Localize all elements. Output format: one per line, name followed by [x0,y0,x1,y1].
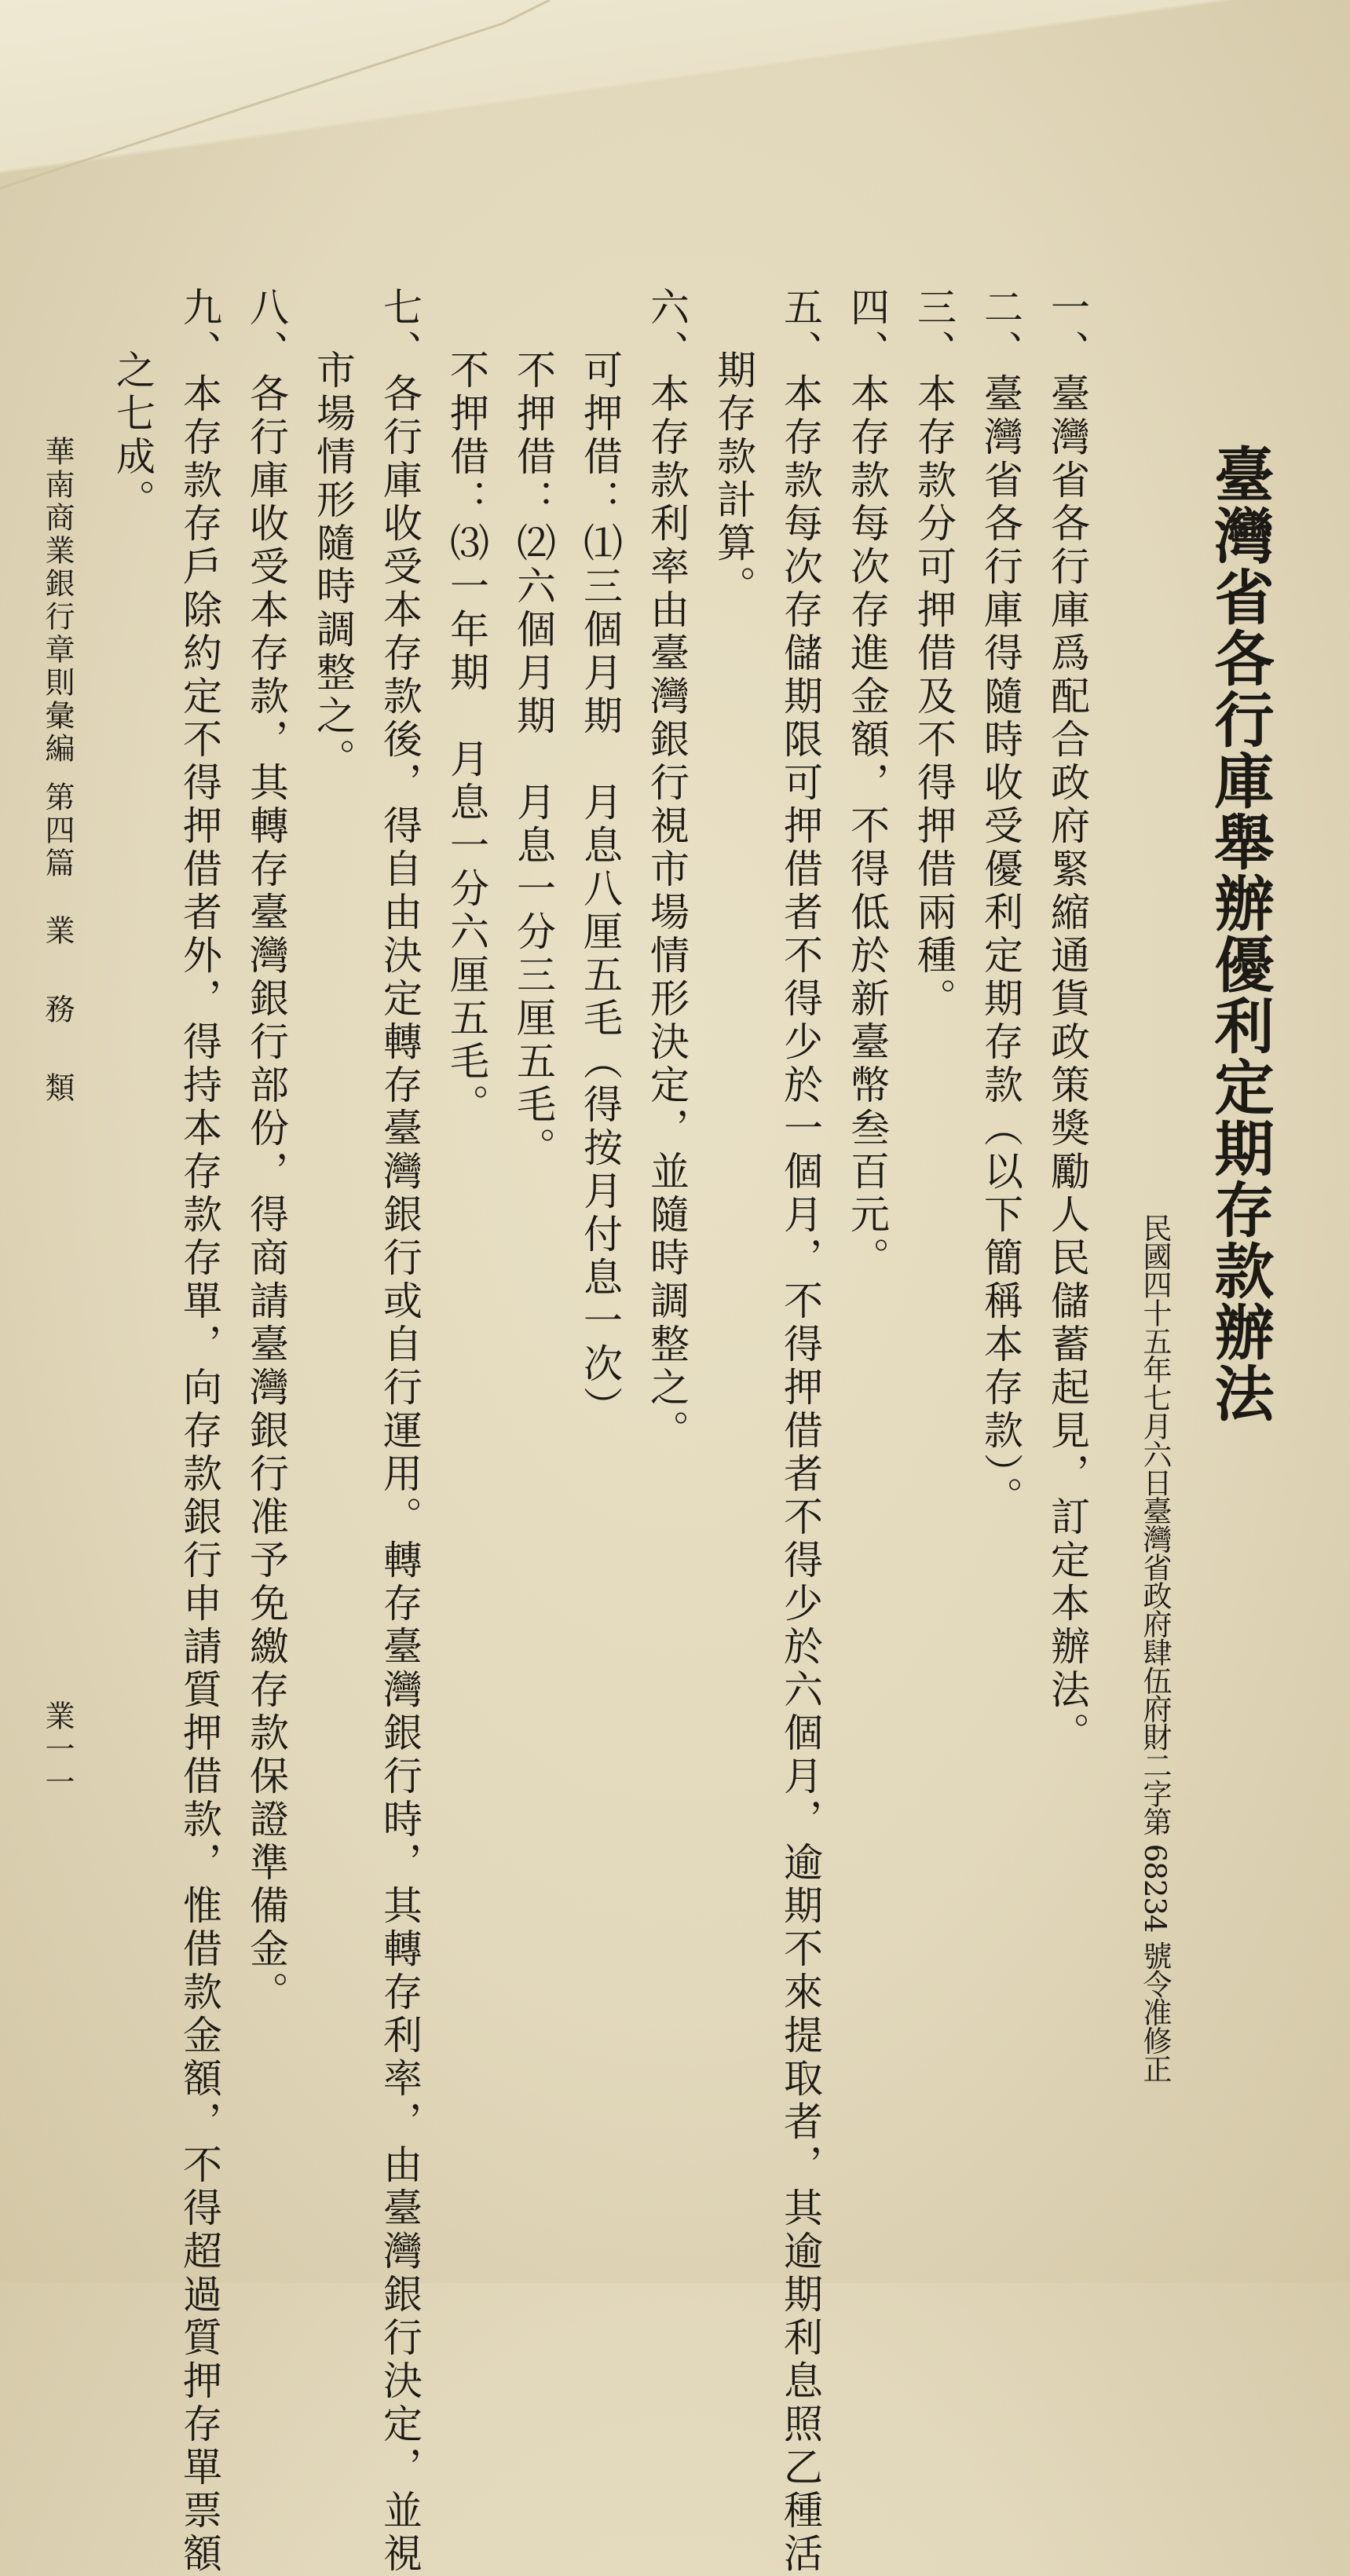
document-title: 臺灣省各行庫舉辦優利定期存款辦法 [1205,444,1275,1424]
article-3: 三、本存款分可押借及不得押借兩種。 [911,287,957,1021]
article-2: 二、臺灣省各行庫得隨時收受優利定期存款（以下簡稱本存款）。 [978,287,1023,1520]
page-number: 業一一 [40,1700,75,1799]
footer-part: 第四篇 [40,781,75,880]
article-4: 四、本存款每次存進金額，不得低於新臺幣叁百元。 [844,287,890,1280]
article-9: 九、本存款存戶除約定不得押借者外，得持本存款存單，向存款銀行申請質押借款，惟借款金額，不得超過質押存單票額 [177,287,222,2576]
page-fold-shadow [0,0,1350,236]
article-6: 六、本存款利率由臺灣銀行視市場情形決定，並隨時調整之。 [644,287,690,1453]
article-7-continued: 市場情形隨時調整之。 [310,349,356,781]
rate-non-pledge-one-year: 不押借：⑶一年期 月息一分六厘五毛。 [444,349,489,1127]
article-7: 七、各行庫收受本存款後，得自由決定轉存臺灣銀行或自行運用。轉存臺灣銀行時，其轉存利率，由臺灣銀行決定，並視 [377,287,423,2576]
rate-pledgeable: 可押借：⑴三個月期 月息八厘五毛（得按月付息一次） [577,349,623,1429]
decree-note: 民國四十五年七月六日臺灣省政府肆伍府財二字第 68234 號令准修正 [1138,1213,1172,2083]
article-5-continued: 期存款計算。 [711,349,756,609]
article-1: 一、臺灣省各行庫爲配合政府緊縮通貨政策獎勵人民儲蓄起見，訂定本辦法。 [1045,287,1090,1755]
article-8: 八、各行庫收受本存款，其轉存臺灣銀行部份，得商請臺灣銀行准予免繳存款保證準備金。 [243,287,289,2014]
footer-book-title: 華南商業銀行章則彙編 [40,436,75,766]
article-5: 五、本存款每次存儲期限可押借者不得少於一個月，不得押借者不得少於六個月，逾期不來提取者，其逾期利息照乙種活 [777,287,823,2576]
rate-non-pledge-six-month: 不押借：⑵六個月期 月息一分三厘五毛。 [510,349,556,1170]
article-9-continued: 之七成。 [110,349,155,522]
footer-category: 業務類 [40,915,75,1151]
